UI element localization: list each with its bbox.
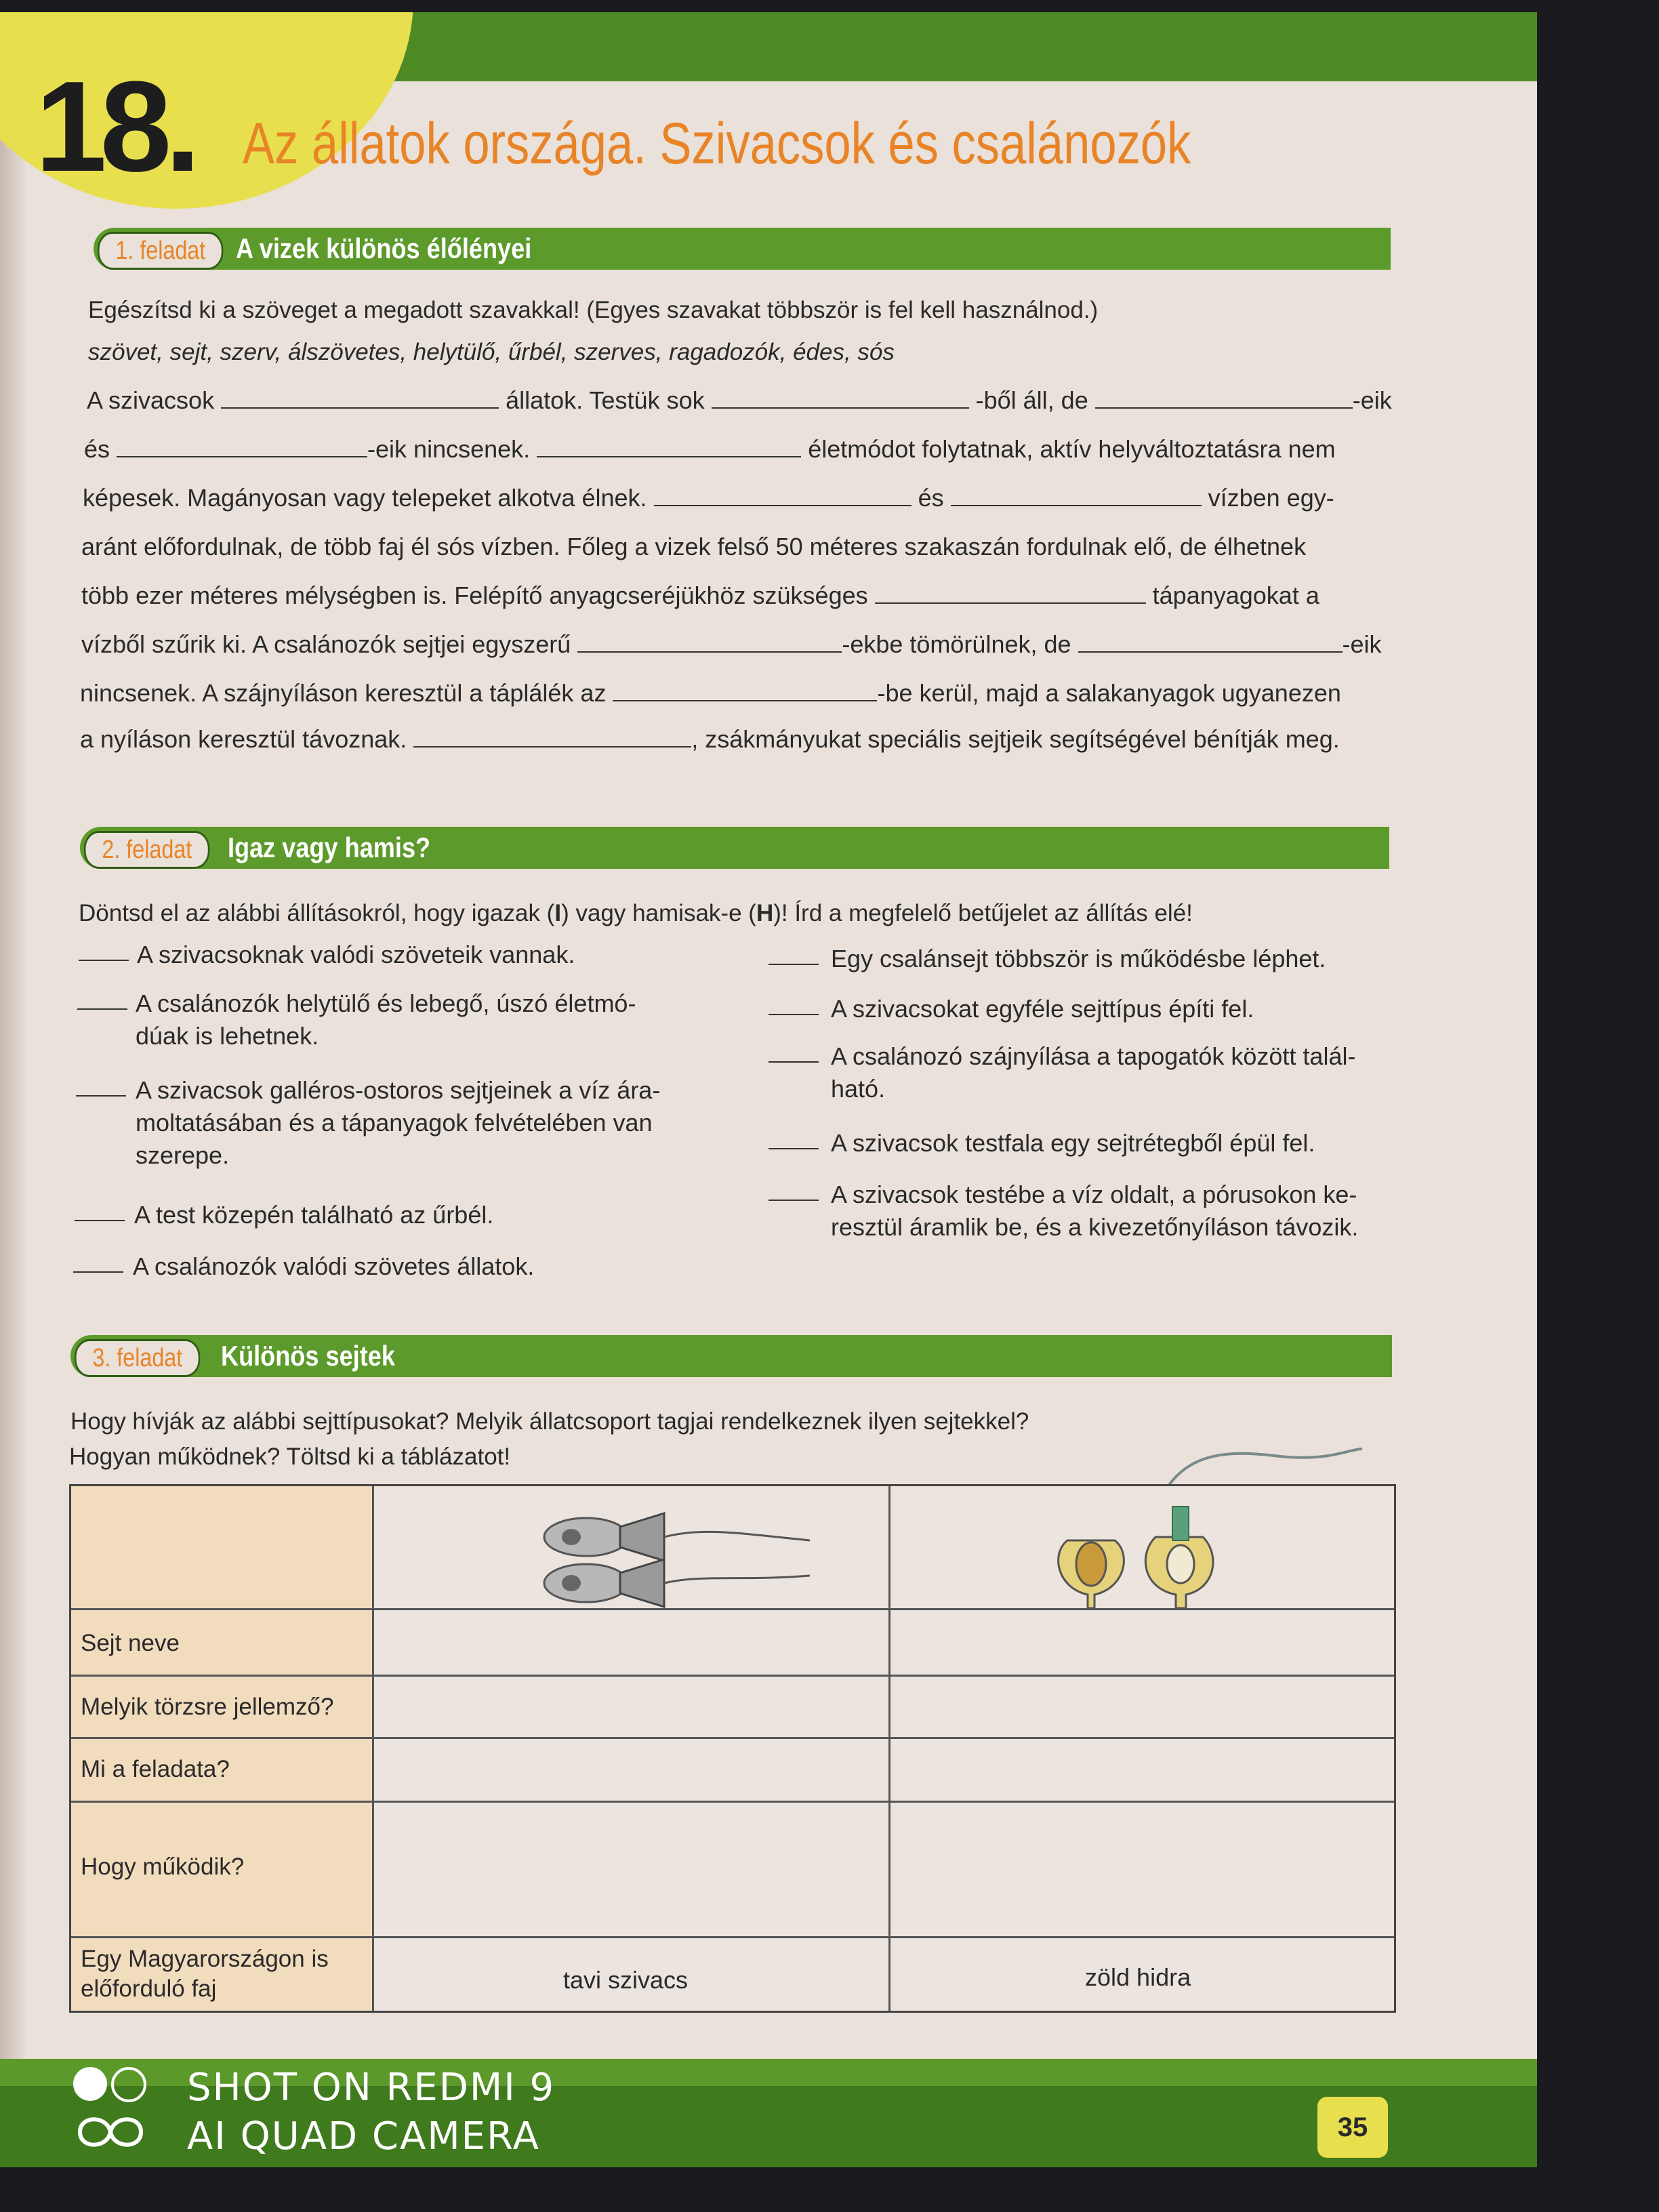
instruction-part: ) vagy hamisak-e (	[561, 900, 756, 926]
blank-field[interactable]	[712, 387, 969, 409]
table-divider	[888, 1486, 890, 2011]
task2-header	[80, 827, 1389, 869]
task3-instruction-2: Hogyan működnek? Töltsd ki a táblázatot!	[69, 1443, 511, 1470]
task3-instruction-1: Hogy hívják az alábbi sejttípusokat? Melyik állatcsoport tagjai rendelkeznek ilyen sejtekkel?	[70, 1408, 1029, 1435]
line-text: életmódot folytatnak, aktív helyváltoztatásra nem	[808, 435, 1336, 463]
statement-left-4: A test közepén található az űrbél.	[134, 1201, 494, 1229]
statement-left-2b: dúak is lehetnek.	[136, 1022, 319, 1050]
task3-title: Különös sejtek	[221, 1340, 395, 1372]
line-text: -be kerül, majd a salakanyagok ugyanezen	[877, 679, 1341, 707]
instruction-part: )! Írd a megfelelő betűjelet az állítás elé!	[773, 900, 1193, 926]
line-text: tápanyagokat a	[1152, 581, 1319, 609]
line-text: vízben egy-	[1208, 484, 1334, 512]
line-text: több ezer méteres mélységben is. Felépítő anyagcseréjükhöz szükséges	[81, 581, 868, 609]
answer-blank[interactable]	[77, 1008, 127, 1010]
line-text: és	[918, 484, 944, 512]
row-label-phylum: Melyik törzsre jellemző?	[81, 1694, 334, 1720]
statement-left-3b: moltatásában és a tápanyagok felvételében van	[136, 1109, 653, 1136]
instruction-part: Döntsd el az alábbi állításokról, hogy igazak (	[79, 900, 555, 926]
task1-title: A vizek különös élőlényei	[236, 232, 532, 264]
true-letter: I	[554, 900, 562, 926]
table-divider	[71, 1737, 1394, 1739]
line-text: , zsákmányukat speciális sejtjeik segítségével bénítják meg.	[691, 725, 1340, 753]
blank-field[interactable]	[875, 582, 1146, 604]
watermark-line-1: SHOT ON REDMI 9	[187, 2066, 556, 2110]
table-divider	[372, 1486, 374, 2011]
statement-right-3b: ható.	[831, 1075, 886, 1103]
task3-pill: 3. feladat	[75, 1339, 201, 1377]
task2-instruction	[79, 900, 1193, 927]
row-label-cell-name: Sejt neve	[81, 1630, 180, 1656]
answer-blank[interactable]	[75, 1220, 125, 1221]
answer-blank[interactable]	[769, 1200, 819, 1201]
header-green-bar	[224, 12, 1537, 81]
chapter-title: Az állatok országa. Szivacsok és csalánozók	[243, 111, 1191, 176]
answer-blank[interactable]	[76, 1095, 126, 1097]
statement-right-5a: A szivacsok testébe a víz oldalt, a pórusokon ke-	[831, 1181, 1357, 1208]
statement-right-3a: A csalánozó szájnyílása a tapogatók között talál-	[831, 1042, 1356, 1070]
statement-left-3c: szerepe.	[136, 1141, 230, 1169]
answer-blank[interactable]	[769, 1014, 819, 1015]
statement-left-2a: A csalánozók helytülő és lebegő, úszó életmó-	[136, 989, 636, 1017]
table-divider	[71, 1801, 1394, 1803]
task3-header	[70, 1335, 1392, 1377]
fill-line-8	[80, 725, 1340, 754]
statement-right-5b: resztül áramlik be, és a kivezetőnyíláson távozik.	[831, 1213, 1359, 1241]
fill-line-7	[80, 679, 1341, 708]
blank-field[interactable]	[577, 631, 842, 653]
camera-logo-icon	[73, 2067, 148, 2155]
blank-field[interactable]	[117, 436, 367, 457]
blank-field[interactable]	[537, 436, 801, 457]
statement-right-4: A szivacsok testfala egy sejtrétegből épül fel.	[831, 1129, 1315, 1157]
answer-blank[interactable]	[769, 964, 819, 965]
line-text: -eik	[1352, 386, 1392, 414]
task2-title: Igaz vagy hamis?	[228, 832, 431, 863]
row-label-species: Egy Magyarországon is előforduló faj	[81, 1946, 329, 2002]
false-letter: H	[756, 900, 774, 926]
blank-field[interactable]	[413, 726, 691, 747]
line-text: állatok. Testük sok	[506, 386, 705, 414]
answer-blank[interactable]	[769, 1148, 819, 1149]
statement-left-3a: A szivacsok galléros-ostoros sejtjeinek a víz ára-	[136, 1076, 661, 1104]
line-text: vízből szűrik ki. A csalánozók sejtjei egyszerű	[81, 630, 571, 658]
table-divider	[71, 1936, 1394, 1938]
line-text: -eik nincsenek.	[367, 435, 531, 463]
cell-table	[69, 1484, 1396, 2013]
line-text: A szivacsok	[87, 386, 215, 414]
cnidocyte-icon	[1040, 1500, 1244, 1608]
line-text: képesek. Magányosan vagy telepeket alkotva élnek.	[83, 484, 647, 512]
blank-field[interactable]	[1095, 387, 1353, 409]
collar-cell-icon	[539, 1507, 830, 1608]
species-hydra: zöld hidra	[1085, 1963, 1191, 1991]
answer-blank[interactable]	[79, 960, 129, 961]
blank-field[interactable]	[221, 387, 499, 409]
fill-line-1	[87, 386, 1392, 415]
row-label-function: Mi a feladata?	[81, 1756, 230, 1782]
fill-line-5	[81, 581, 1319, 610]
line-text: -ből áll, de	[975, 386, 1088, 414]
statement-left-5: A csalánozók valódi szövetes állatok.	[133, 1252, 535, 1280]
task2-pill: 2. feladat	[84, 831, 210, 869]
page-fold-shadow	[0, 12, 27, 2167]
fill-line-3	[83, 484, 1334, 512]
blank-field[interactable]	[951, 485, 1202, 506]
row-label-how-works: Hogy működik?	[81, 1853, 245, 1880]
workbook-page	[0, 12, 1537, 2167]
line-text: nincsenek. A szájnyíláson keresztül a táplálék az	[80, 679, 607, 707]
answer-blank[interactable]	[769, 1061, 819, 1063]
line-text: a nyíláson keresztül távoznak.	[80, 725, 407, 753]
task1-header	[94, 228, 1391, 270]
blank-field[interactable]	[613, 680, 877, 701]
label-column	[71, 1486, 372, 2011]
table-divider	[71, 1608, 1394, 1610]
table-divider	[71, 1675, 1394, 1677]
blank-field[interactable]	[1078, 631, 1343, 653]
task1-instruction: Egészítsd ki a szöveget a megadott szavakkal! (Egyes szavakat többször is fel kell használnod.)	[88, 297, 1099, 323]
fill-line-4: aránt előfordulnak, de több faj él sós vízben. Főleg a vizek felső 50 méteres szakaszán fordulnak elő, de élhetnek	[81, 533, 1307, 560]
statement-right-2: A szivacsokat egyféle sejttípus építi fel.	[831, 995, 1254, 1023]
line-text: -eik	[1342, 630, 1382, 658]
line-text: -ekbe tömörülnek, de	[842, 630, 1071, 658]
answer-blank[interactable]	[73, 1271, 123, 1273]
statement-left-1: A szivacsoknak valódi szöveteik vannak.	[137, 941, 575, 968]
species-sponge: tavi szivacs	[563, 1966, 689, 1994]
line-text: és	[84, 435, 110, 463]
task1-pill: 1. feladat	[98, 232, 224, 270]
statement-right-1: Egy csalánsejt többször is működésbe léphet.	[831, 945, 1326, 972]
fill-line-6	[81, 630, 1382, 659]
blank-field[interactable]	[654, 485, 912, 506]
task1-word-list: szövet, sejt, szerv, álszövetes, helytülő, űrbél, szerves, ragadozók, édes, sós	[88, 339, 895, 365]
watermark-line-2: AI QUAD CAMERA	[187, 2114, 540, 2158]
chapter-number: 18.	[35, 55, 194, 199]
fill-line-2	[84, 435, 1336, 464]
page-number: 35	[1317, 2097, 1388, 2158]
